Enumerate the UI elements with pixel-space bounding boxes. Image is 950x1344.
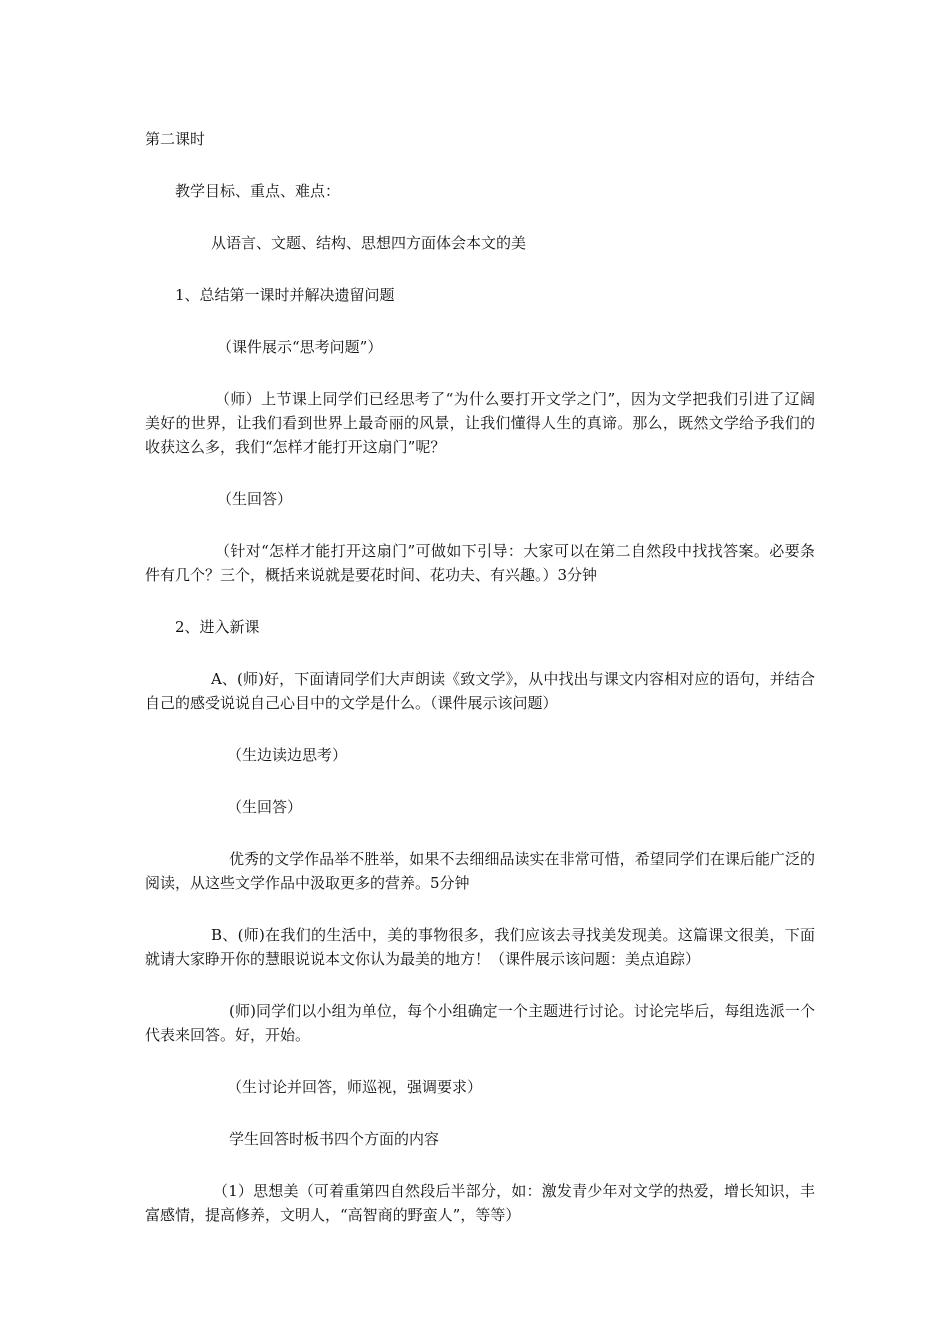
part-b-paragraph: B、(师)在我们的生活中，美的事物很多，我们应该去寻找美发现美。这篇课文很美，下面就请大家睁开你的慧眼说说本文你认为最美的地方！（课件展示该问题：美点追踪） — [145, 926, 815, 968]
blackboard-note: 学生回答时板书四个方面的内容 — [229, 1130, 440, 1148]
teacher-paragraph-1: （师）上节课上同学们已经思考了“为什么要打开文学之门”，因为文学把我们引进了辽阔美好的世界，让我们看到世界上最奇丽的风景，让我们懂得人生的真谛。那么，既然文学给予我们的收获这么多，我们“怎样才能打开这扇门”呢？ — [145, 390, 815, 456]
student-discussion-note: （生讨论并回答，师巡视，强调要求） — [227, 1078, 483, 1096]
student-reading-note: （生边读边思考） — [227, 746, 348, 764]
teaching-goals-heading: 教学目标、重点、难点： — [175, 182, 341, 200]
teaching-goals-text: 从语言、文题、结构、思想四方面体会本文的美 — [211, 234, 527, 252]
document-body — [145, 127, 815, 1255]
teacher-group-paragraph: (师)同学们以小组为单位，每个小组确定一个主题进行讨论。讨论完毕后，每组选派一个代表来回答。好，开始。 — [145, 1002, 815, 1044]
section-2-heading: 2、进入新课 — [175, 618, 260, 636]
part-a-paragraph: A、(师)好，下面请同学们大声朗读《致文学》，从中找出与课文内容相对应的语句，并结合自己的感受说说自己心目中的文学是什么。（课件展示该问题） — [145, 670, 815, 712]
student-answer-2: （生回答） — [227, 798, 303, 816]
guidance-paragraph: （针对“怎样才能打开这扇门”可做如下引导：大家可以在第二自然段中找找答案。必要条件有几个？三个，概括来说就是要花时间、花功夫、有兴趣。）3分钟 — [145, 542, 815, 584]
summary-paragraph-1: 优秀的文学作品举不胜举，如果不去细细品读实在非常可惜，希望同学们在课后能广泛的阅读，从这些文学作品中汲取更多的营养。5分钟 — [145, 850, 815, 892]
point-1-paragraph: （1）思想美（可着重第四自然段后半部分，如：激发青少年对文学的热爱，增长知识，丰富感情，提高修养，文明人，“高智商的野蛮人”，等等） — [145, 1182, 815, 1224]
courseware-note-1: （课件展示“思考问题”） — [217, 338, 383, 356]
lesson-heading: 第二课时 — [145, 130, 206, 148]
student-answer-1: （生回答） — [217, 490, 293, 508]
section-1-heading: 1、总结第一课时并解决遗留问题 — [175, 286, 395, 304]
